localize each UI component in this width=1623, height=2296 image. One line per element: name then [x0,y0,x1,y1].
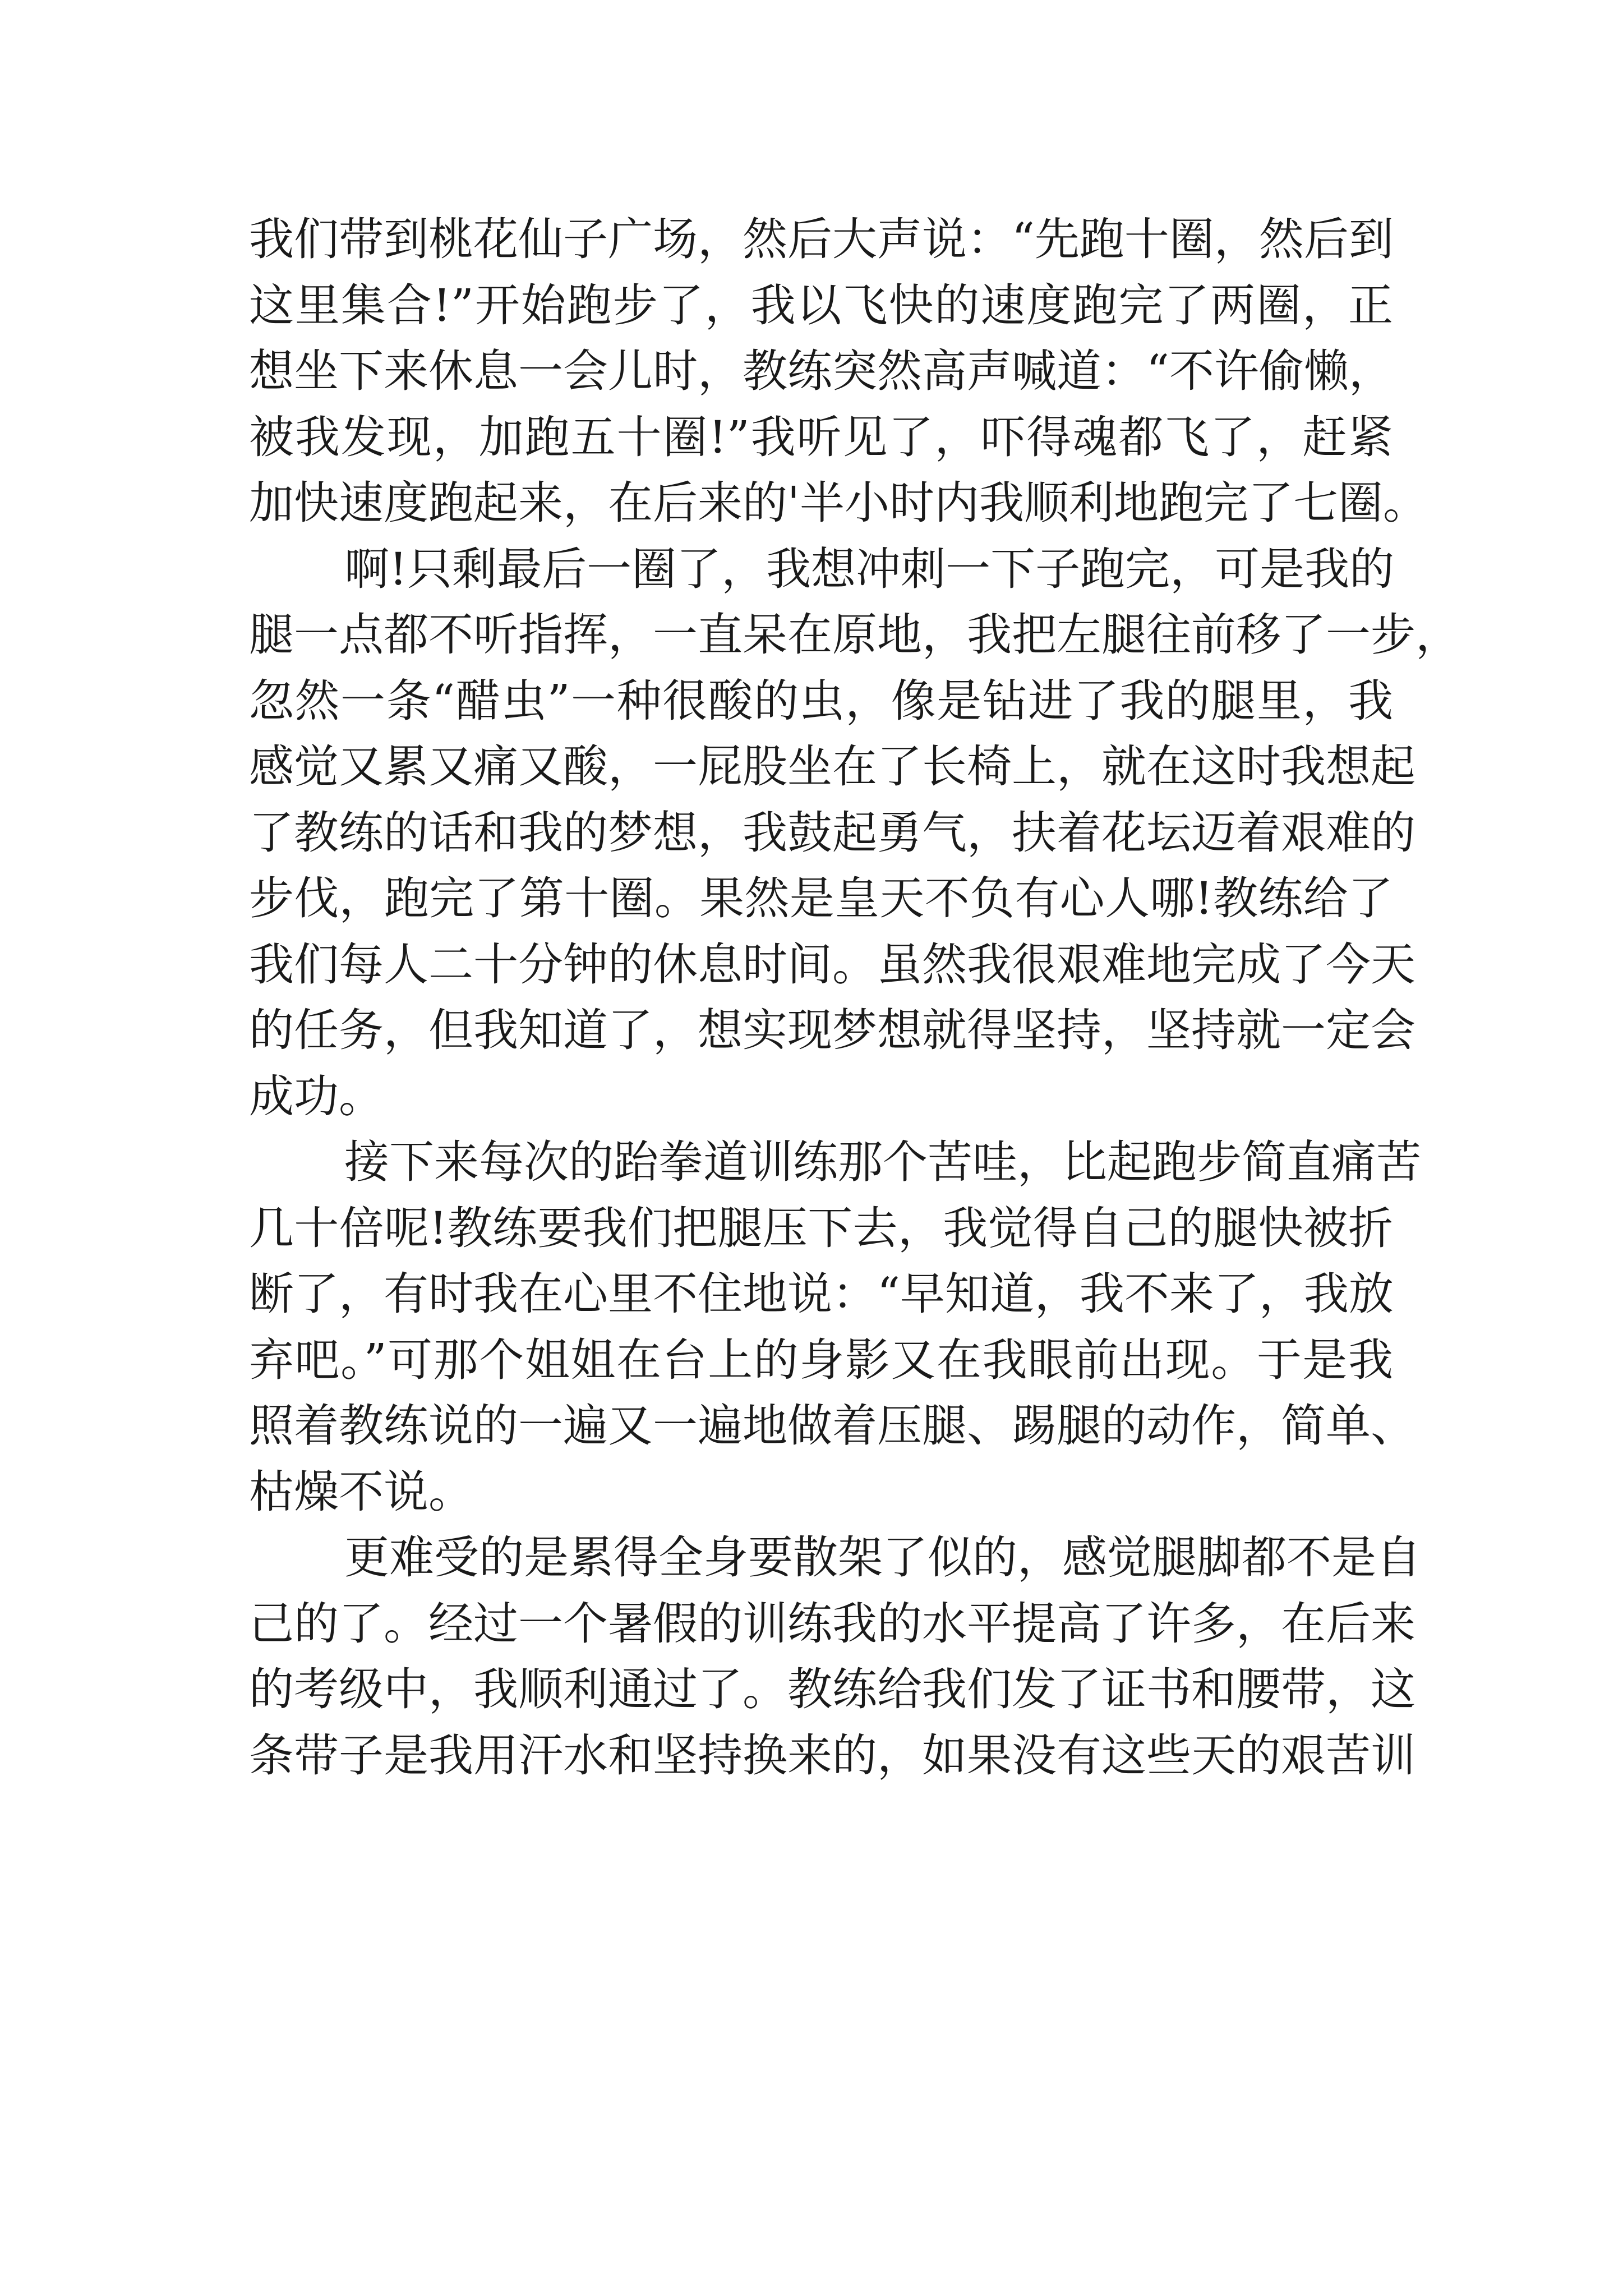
text-line: 己的了。经过一个暑假的训练我的水平提高了许多，在后来 [249,1597,1415,1650]
text-line: 想坐下来休息一会儿时，教练突然高声喊道：“不许偷懒， [249,345,1394,397]
paragraph-3 [249,1129,1421,1525]
paragraph-4 [249,1525,1421,1788]
text-line: 照着教练说的一遍又一遍地做着压腿、踢腿的动作，简单、 [249,1400,1415,1452]
paragraph-2 [249,536,1460,1130]
text-line: 腿一点都不听指挥，一直呆在原地，我把左腿往前移了一步， [249,609,1460,661]
text-line: 感觉又累又痛又酸，一屁股坐在了长椅上，就在这时我想起 [249,740,1415,793]
text-line: 我们每人二十分钟的休息时间。虽然我很艰难地完成了今天 [249,938,1415,991]
text-line: 步伐，跑完了第十圈。果然是皇天不负有心人哪!教练给了 [249,872,1393,924]
text-line: 这里集合!”开始跑步了，我以飞快的速度跑完了两圈，正 [249,279,1393,332]
text-line: 枯燥不说。 [249,1465,473,1518]
paragraph-1 [249,206,1428,536]
text-line: 的考级中，我顺利通过了。教练给我们发了证书和腰带，这 [249,1663,1415,1715]
text-line: 成功。 [249,1070,384,1122]
text-line: 断了，有时我在心里不住地说：“早知道，我不来了，我放 [249,1268,1394,1320]
body-text [249,206,1460,1788]
text-line: 几十倍呢!教练要我们把腿压下去，我觉得自己的腿快被折 [249,1202,1393,1254]
text-line: 加快速度跑起来，在后来的'半小时内我顺利地跑完了七圈。 [249,477,1428,529]
text-line: 更难受的是累得全身要散架了似的，感觉腿脚都不是自 [344,1531,1421,1584]
text-line: 我们带到桃花仙子广场，然后大声说：“先跑十圈，然后到 [249,213,1394,265]
text-line: 接下来每次的跆拳道训练那个苦哇，比起跑步简直痛苦 [344,1136,1421,1188]
text-line: 条带子是我用汗水和坚持换来的，如果没有这些天的艰苦训 [249,1729,1415,1782]
text-line: 啊!只剩最后一圈了，我想冲刺一下子跑完，可是我的 [344,542,1395,595]
text-line: 忽然一条“醋虫”一种很酸的虫，像是钻进了我的腿里，我 [249,674,1393,727]
text-line: 被我发现，加跑五十圈!”我听见了，吓得魂都飞了，赶紧 [249,411,1393,463]
text-line: 弃吧。”可那个姐姐在台上的身影又在我眼前出现。于是我 [249,1333,1393,1386]
text-line: 了教练的话和我的梦想，我鼓起勇气，扶着花坛迈着艰难的 [249,806,1415,859]
text-line: 的任务，但我知道了，想实现梦想就得坚持，坚持就一定会 [249,1004,1415,1056]
